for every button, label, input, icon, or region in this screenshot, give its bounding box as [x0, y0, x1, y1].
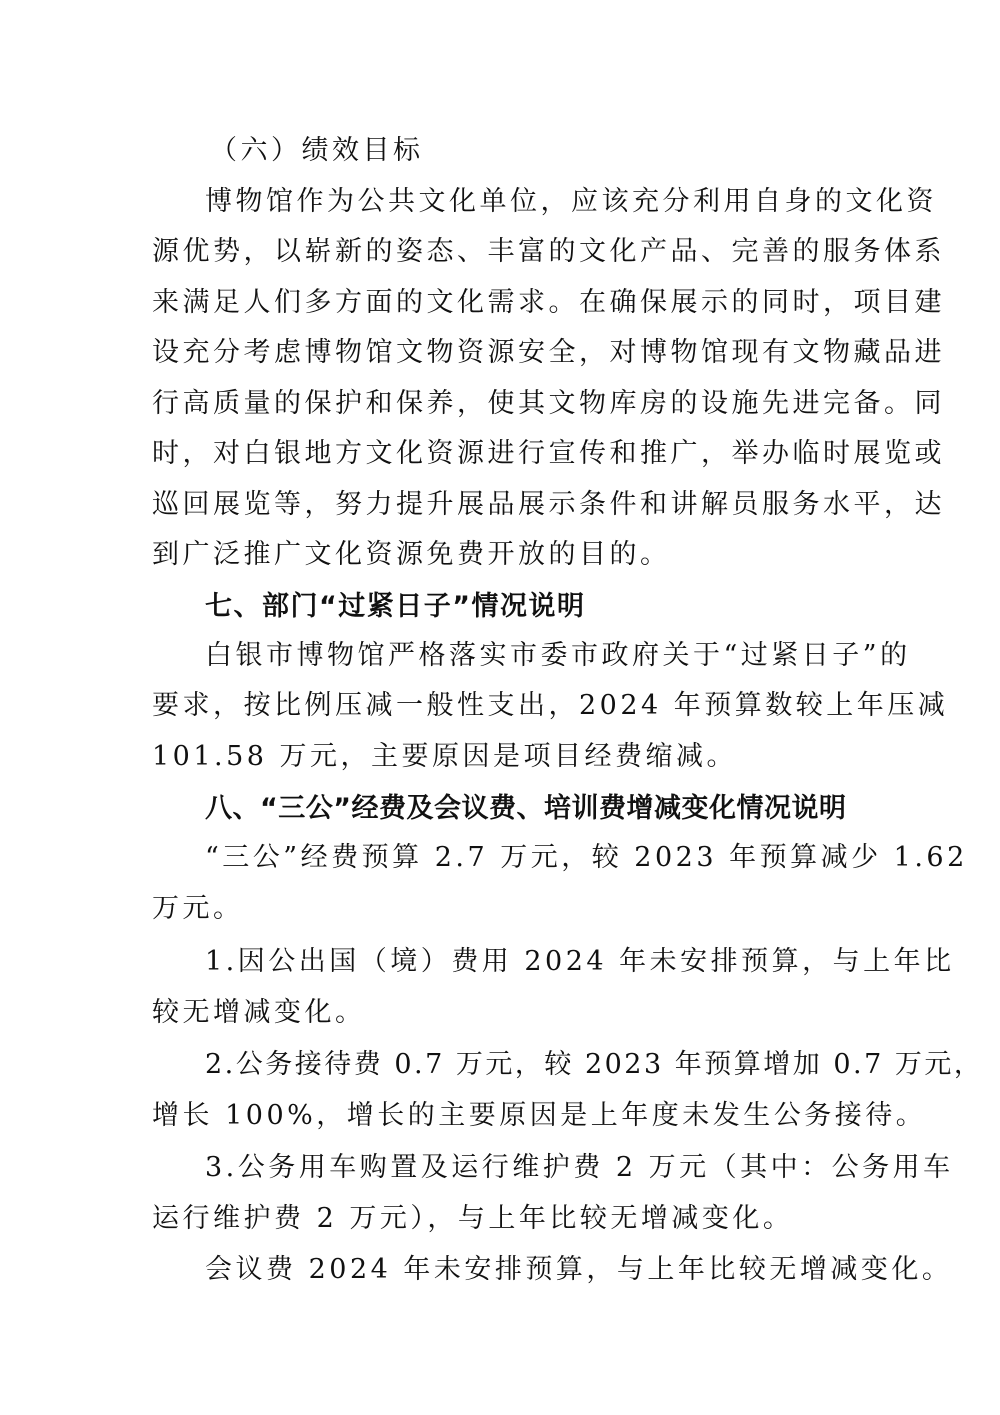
paragraph-line: 101.58 万元，主要原因是项目经费缩减。 [152, 741, 738, 772]
paragraph-line: 会议费 2024 年未安排预算，与上年比较无增减变化。 [205, 1254, 953, 1285]
list-item-line: 较无增减变化。 [152, 997, 366, 1028]
paragraph-line: 博物馆作为公共文化单位，应该充分利用自身的文化资 [205, 186, 937, 217]
section-heading-8: 八、“三公”经费及会议费、培训费增减变化情况说明 [205, 793, 847, 824]
list-item-line: 2.公务接待费 0.7 万元，较 2023 年预算增加 0.7 万元， [205, 1049, 984, 1080]
paragraph-line: 万元。 [152, 893, 244, 924]
subsection-heading: （六）绩效目标 [210, 135, 424, 166]
paragraph-line: 行高质量的保护和保养，使其文物库房的设施先进完备。同 [152, 388, 945, 419]
paragraph-line: 白银市博物馆严格落实市委市政府关于“过紧日子”的 [205, 640, 911, 671]
list-item-line: 1.因公出国（境）费用 2024 年未安排预算，与上年比 [205, 946, 955, 977]
paragraph-line: 来满足人们多方面的文化需求。在确保展示的同时，项目建 [152, 287, 945, 318]
paragraph-line: 要求，按比例压减一般性支出，2024 年预算数较上年压减 [152, 690, 949, 721]
list-item-line: 运行维护费 2 万元），与上年比较无增减变化。 [152, 1203, 794, 1234]
paragraph-line: 源优势，以崭新的姿态、丰富的文化产品、完善的服务体系 [152, 236, 945, 267]
paragraph-line: 时，对白银地方文化资源进行宣传和推广，举办临时展览或 [152, 438, 945, 469]
paragraph-line: 巡回展览等，努力提升展品展示条件和讲解员服务水平，达 [152, 489, 945, 520]
paragraph-line: 到广泛推广文化资源免费开放的目的。 [152, 539, 671, 570]
paragraph-line: 设充分考虑博物馆文物资源安全，对博物馆现有文物藏品进 [152, 337, 945, 368]
list-item-line: 3.公务用车购置及运行维护费 2 万元（其中：公务用车 [205, 1152, 954, 1183]
paragraph-line: “三公”经费预算 2.7 万元，较 2023 年预算减少 1.62 [205, 842, 968, 873]
list-item-line: 增长 100%，增长的主要原因是上年度未发生公务接待。 [152, 1100, 927, 1131]
section-heading-7: 七、部门“过紧日子”情况说明 [205, 591, 586, 622]
